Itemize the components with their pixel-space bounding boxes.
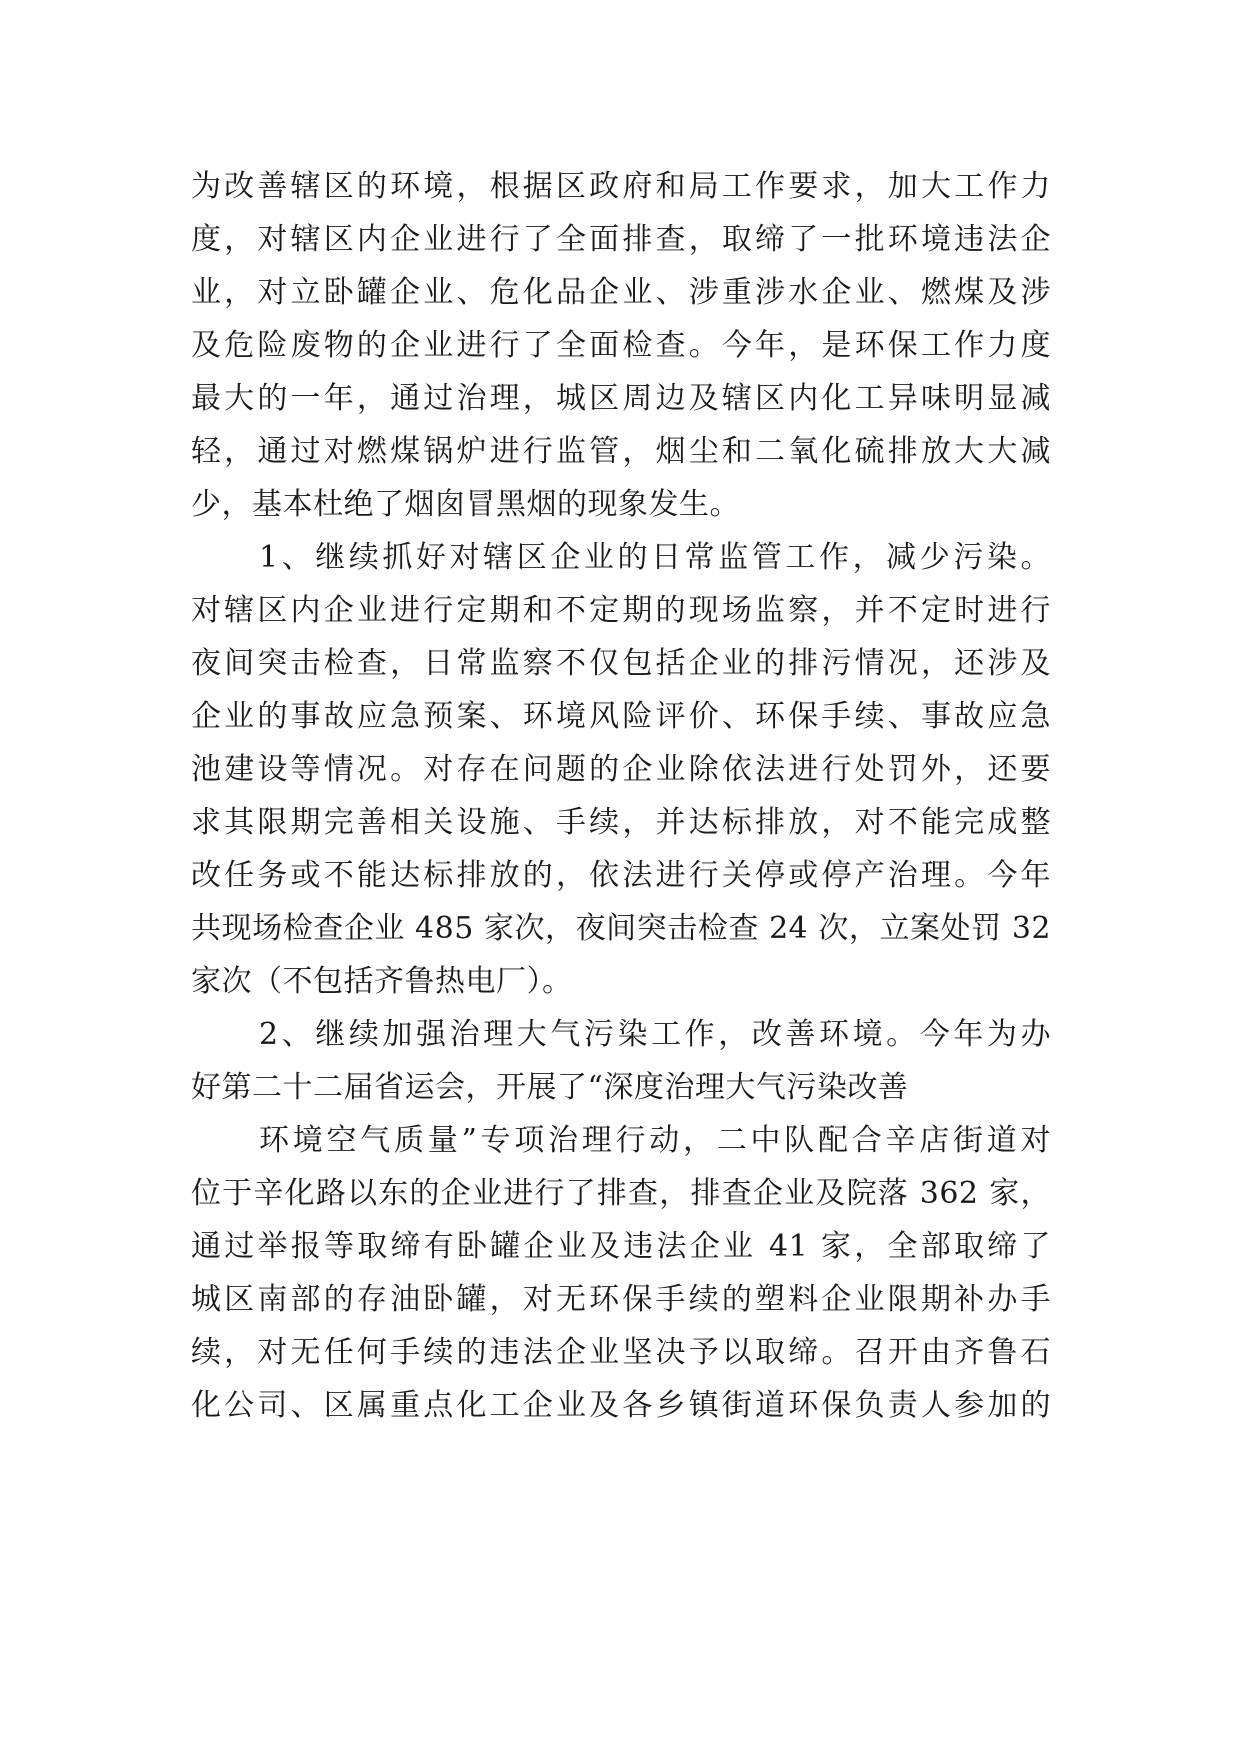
text-line: 续，对无任何手续的违法企业坚决予以取缔。召开由齐鲁石 [191, 1335, 1051, 1370]
text-line: 2、继续加强治理大气污染工作，改善环境。今年为办 [259, 1017, 1051, 1052]
text-line: 夜间突击检查，日常监察不仅包括企业的排污情况，还涉及 [191, 646, 1051, 681]
text-line: 共现场检查企业 485 家次，夜间突击检查 24 次，立案处罚 32 [191, 911, 1051, 946]
text-line: 化公司、区属重点化工企业及各乡镇街道环保负责人参加的 [191, 1388, 1051, 1423]
text-line: 位于辛化路以东的企业进行了排查，排查企业及院落 362 家， [191, 1176, 1051, 1211]
text-line: 度，对辖区内企业进行了全面排查，取缔了一批环境违法企 [191, 222, 1051, 257]
text-line: 环境空气质量”专项治理行动，二中队配合辛店街道对 [259, 1123, 1051, 1158]
text-line: 及危险废物的企业进行了全面检查。今年，是环保工作力度 [191, 328, 1051, 363]
text-line: 企业的事故应急预案、环境风险评价、环保手续、事故应急 [191, 699, 1051, 734]
text-line: 轻，通过对燃煤锅炉进行监管，烟尘和二氧化硫排放大大减 [191, 434, 1051, 469]
document-body [191, 160, 1051, 1432]
text-line: 业，对立卧罐企业、危化品企业、涉重涉水企业、燃煤及涉 [191, 275, 1051, 310]
text-line: 通过举报等取缔有卧罐企业及违法企业 41 家，全部取缔了 [191, 1229, 1051, 1264]
text-line: 为改善辖区的环境，根据区政府和局工作要求，加大工作力 [191, 169, 1051, 204]
text-line: 最大的一年，通过治理，城区周边及辖区内化工异味明显减 [191, 381, 1051, 416]
text-line: 城区南部的存油卧罐，对无环保手续的塑料企业限期补办手 [191, 1282, 1051, 1317]
text-line: 好第二十二届省运会，开展了“深度治理大气污染改善 [191, 1070, 909, 1105]
text-line: 家次（不包括齐鲁热电厂）。 [191, 964, 573, 999]
text-line: 池建设等情况。对存在问题的企业除依法进行处罚外，还要 [191, 752, 1051, 787]
text-line: 改任务或不能达标排放的，依法进行关停或停产治理。今年 [191, 858, 1051, 893]
text-line: 少，基本杜绝了烟囱冒黑烟的现象发生。 [191, 487, 740, 522]
text-line: 求其限期完善相关设施、手续，并达标排放，对不能完成整 [191, 805, 1051, 840]
text-line: 对辖区内企业进行定期和不定期的现场监察，并不定时进行 [191, 593, 1051, 628]
text-line: 1、继续抓好对辖区企业的日常监管工作，减少污染。 [259, 540, 1051, 575]
